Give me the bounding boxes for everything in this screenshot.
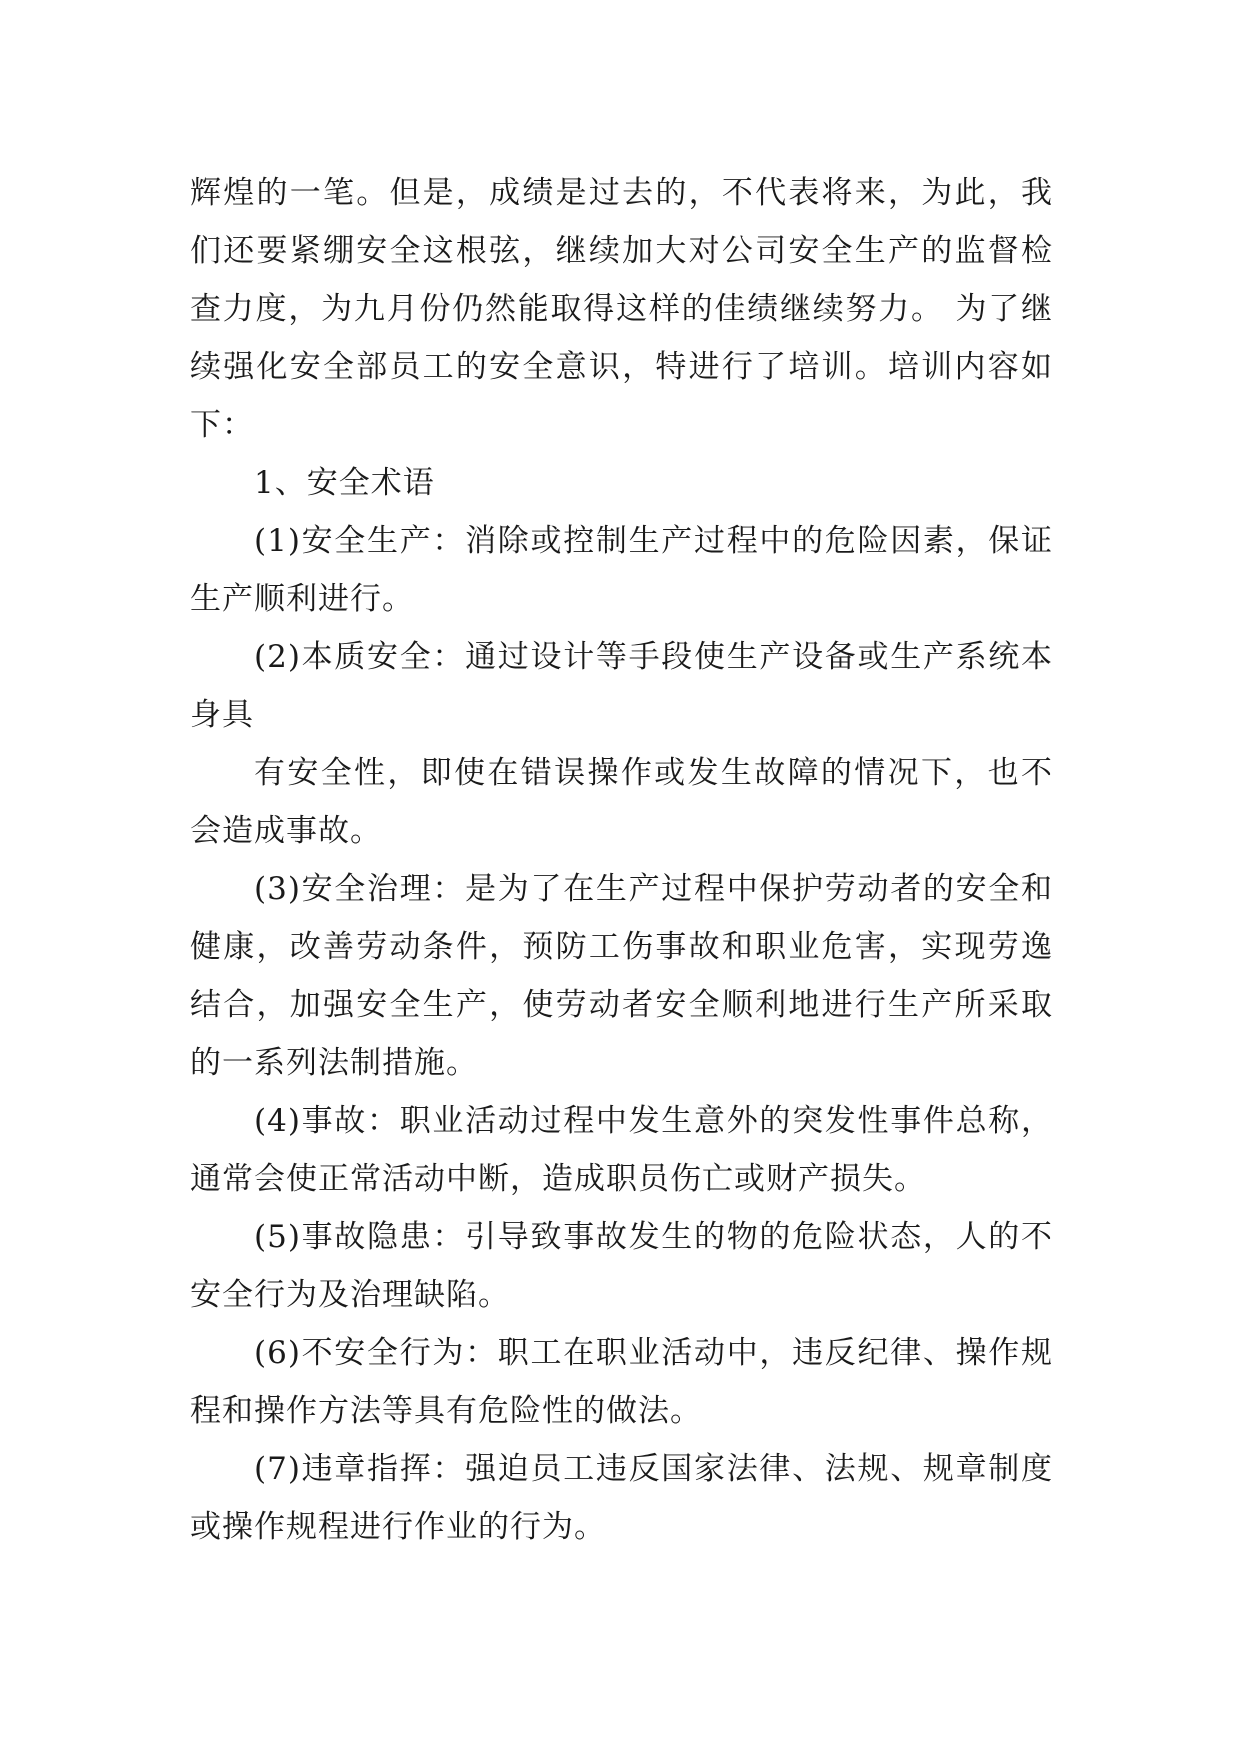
- term-safety-management: (3)安全治理：是为了在生产过程中保护劳动者的安全和健康，改善劳动条件，预防工伤事故和职业危害，实现劳逸结合，加强安全生产，使劳动者安全顺利地进行生产所采取的一系列法制措施。: [190, 871, 1053, 1081]
- term-hidden-danger: (5)事故隐患：引导致事故发生的物的危险状态，人的不安全行为及治理缺陷。: [190, 1219, 1053, 1313]
- term-accident: (4)事故：职业活动过程中发生意外的突发性事件总称，通常会使正常活动中断，造成职员伤亡或财产损失。: [190, 1103, 1053, 1197]
- section-heading-safety-terms: 1、安全术语: [254, 465, 435, 501]
- term-illegal-command: (7)违章指挥：强迫员工违反国家法律、法规、规章制度或操作规程进行作业的行为。: [190, 1451, 1053, 1545]
- paragraph-intro: 辉煌的一笔。但是，成绩是过去的，不代表将来，为此，我们还要紧绷安全这根弦，继续加大对公司安全生产的监督检查力度，为九月份仍然能取得这样的佳绩继续努力。 为了继续强化安全部员工的安全意识，特进行了培训。培训内容如下：: [190, 175, 1053, 443]
- term-safe-production: (1)安全生产：消除或控制生产过程中的危险因素，保证生产顺利进行。: [190, 523, 1053, 617]
- term-unsafe-behavior: (6)不安全行为：职工在职业活动中，违反纪律、操作规程和操作方法等具有危险性的做法。: [190, 1335, 1053, 1429]
- term-intrinsic-safety: (2)本质安全：通过设计等手段使生产设备或生产系统本身具: [190, 639, 1053, 733]
- term-intrinsic-safety-continued: 有安全性，即使在错误操作或发生故障的情况下，也不会造成事故。: [190, 755, 1053, 849]
- document-body: [190, 164, 1053, 1556]
